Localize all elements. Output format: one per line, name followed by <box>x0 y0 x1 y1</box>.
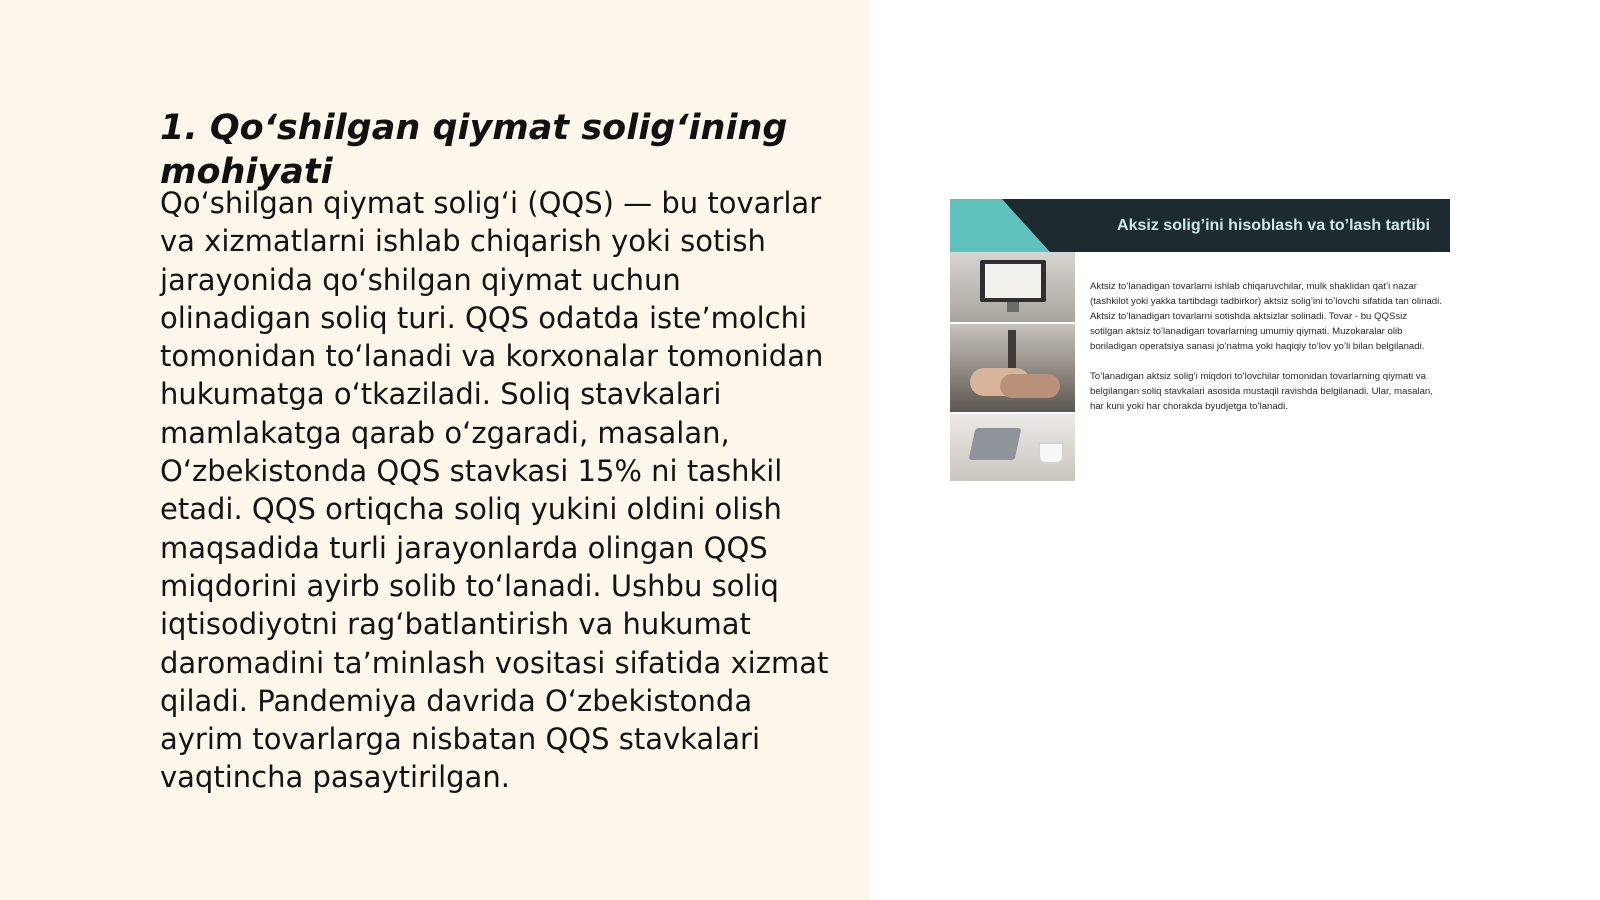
thumbnail-paragraph-1: Aktsiz to’lanadigan tovarlarni ishlab chiqaruvchilar, mulk shaklidan qat’i nazar (tashkilot yoki yakka tartibdagi tadbirkor) aktsiz solig’ini to’lovchi sifatida tan olinadi. Aktsiz to’lanadigan tovarlarni sotishda aktsizlar solinadi. Tovar - bu QQSsiz sotilgan aktsiz to’lanadigan tovarlarning umumiy qiymati. Muzokaralar olib boriladigan operatsiya sanasi jo’natma yoki haqiqiy to’lov yo’li bilan belgilanadi. <box>1090 281 1442 352</box>
thumbnail-accent-shape <box>950 199 1050 252</box>
thumbnail-paragraph-2: To’lanadigan aktsiz solig’i miqdori to’lovchilar tomonidan tovarlarning qiymati va belgilangan soliq stavkalari asosida mustaqil ravishda belgilanadi. Ular, masalan, har kuni yoki har chorakda byudjetga to’lanadi. <box>1090 371 1433 412</box>
monitor-photo-icon <box>950 252 1075 322</box>
thumbnail-text <box>1090 279 1442 429</box>
monitor-screen <box>985 264 1041 298</box>
tablet-shape <box>969 428 1022 460</box>
thumbnail-header <box>950 199 1450 252</box>
thumbnail-title: Aksiz solig’ini hisoblash va to’lash tartibi <box>1117 217 1430 234</box>
handshake-photo-icon <box>950 324 1075 412</box>
thumbnail-photo-column <box>950 252 1075 481</box>
tower-shape <box>1008 330 1016 370</box>
hand-shape-right <box>1000 374 1060 398</box>
monitor-shape <box>980 260 1046 302</box>
slide-body-text: Qo‘shilgan qiymat solig‘i (QQS) — bu tovarlar va xizmatlarni ishlab chiqarish yoki sotish jarayonida qo‘shilgan qiymat uchun olinadigan soliq turi. QQS odatda iste’molchi tomonidan to‘lanadi va korxonalar tomonidan hukumatga o‘tkaziladi. Soliq stavkalari mamlakatga qarab o‘zgaradi, masalan, O‘zbekistonda QQS stavkasi 15% ni tashkil etadi. QQS ortiqcha soliq yukini oldini olish maqsadida turli jarayonlarda olingan QQS miqdorini ayirb solib to‘lanadi. Ushbu soliq iqtisodiyotni rag‘batlantirish va hukumat daromadini ta’minlash vositasi sifatida xizmat qiladi. Pandemiya davrida O‘zbekistonda ayrim tovarlarga nisbatan QQS stavkalari vaqtincha pasaytirilgan. <box>160 186 829 795</box>
tablet-coffee-photo-icon <box>950 414 1075 481</box>
coffee-cup-shape <box>1038 442 1064 464</box>
slide-title: 1. Qo‘shilgan qiymat solig‘ining mohiyati <box>160 108 788 192</box>
monitor-stand <box>1007 302 1019 312</box>
embedded-slide-image <box>950 199 1450 481</box>
